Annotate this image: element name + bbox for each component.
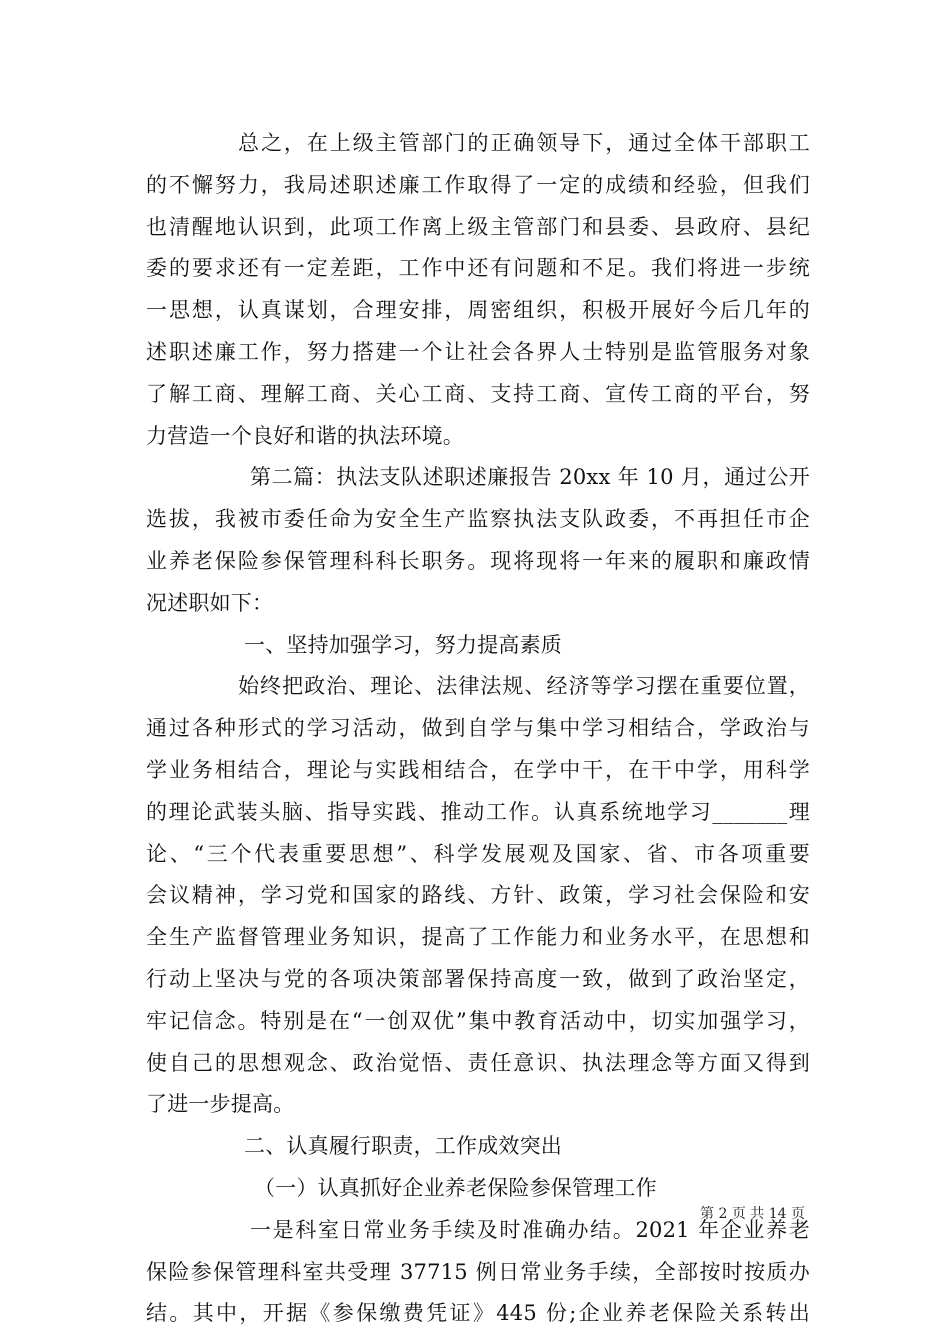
paragraph-line: 一是科室日常业务手续及时准确办结。2021 年企业养老 — [250, 1217, 810, 1242]
paragraph-line: 选拔，我被市委任命为安全生产监察执法支队政委，不再担任市企 — [146, 507, 810, 532]
paragraph-line: 述职述廉工作，努力搭建一个让社会各界人士特别是监管服务对象 — [146, 339, 810, 364]
subsection-heading: （一）认真抓好企业养老保险参保管理工作 — [254, 1175, 657, 1200]
paragraph-line: 全生产监督管理业务知识，提高了工作能力和业务水平，在思想和 — [146, 925, 810, 950]
paragraph-line: 了解工商、理解工商、关心工商、支持工商、宣传工商的平台，努 — [146, 381, 810, 406]
paragraph-line: 通过各种形式的学习活动，做到自学与集中学习相结合，学政治与 — [146, 716, 810, 741]
document-body — [146, 123, 810, 1335]
paragraph-line: 论、“三个代表重要思想”、科学发展观及国家、省、市各项重要 — [146, 841, 810, 866]
page-number-footer: 第 2 页 共 14 页 — [700, 1206, 805, 1222]
paragraph-line: 保险参保管理科室共受理 37715 例日常业务手续，全部按时按质办 — [146, 1259, 810, 1284]
paragraph-line: 总之，在上级主管部门的正确领导下，通过全体干部职工 — [238, 131, 810, 155]
paragraph-line: 学业务相结合，理论与实践相结合，在学中干，在干中学，用科学 — [146, 757, 810, 782]
paragraph-line: 行动上坚决与党的各项决策部署保持高度一致，做到了政治坚定， — [146, 966, 810, 991]
paragraph-line: 牢记信念。特别是在“一创双优”集中教育活动中，切实加强学习， — [146, 1008, 810, 1033]
paragraph-line: 结。其中，开据《参保缴费凭证》445 份;企业养老保险关系转出 — [146, 1301, 810, 1326]
paragraph-line: 业养老保险参保管理科科长职务。现将现将一年来的履职和廉政情 — [146, 548, 810, 573]
paragraph-line: 况述职如下： — [146, 590, 274, 615]
paragraph-line: 始终把政治、理论、法律法规、经济等学习摆在重要位置， — [238, 674, 810, 699]
paragraph-line: 委的要求还有一定差距，工作中还有问题和不足。我们将进一步统 — [146, 256, 810, 281]
paragraph-line: 的理论武装头脑、指导实践、推动工作。认真系统地学习_______理 — [146, 799, 810, 824]
paragraph-line: 也清醒地认识到，此项工作离上级主管部门和县委、县政府、县纪 — [146, 214, 810, 239]
paragraph-line: 了进一步提高。 — [146, 1092, 295, 1117]
paragraph-line: 的不懈努力，我局述职述廉工作取得了一定的成绩和经验，但我们 — [146, 172, 810, 197]
paragraph-line: 一思想，认真谋划，合理安排，周密组织，积极开展好今后几年的 — [146, 298, 810, 323]
paragraph-line: 会议精神，学习党和国家的路线、方针、政策，学习社会保险和安 — [146, 883, 810, 908]
paragraph-line: 使自己的思想观念、政治觉悟、责任意识、执法理念等方面又得到 — [146, 1050, 810, 1075]
section-heading: 一、坚持加强学习，努力提高素质 — [244, 632, 562, 657]
section-heading: 二、认真履行职责，工作成效突出 — [244, 1134, 562, 1159]
paragraph-line: 第二篇：执法支队述职述廉报告 20xx 年 10 月，通过公开 — [250, 465, 810, 490]
paragraph-line: 力营造一个良好和谐的执法环境。 — [146, 423, 464, 448]
